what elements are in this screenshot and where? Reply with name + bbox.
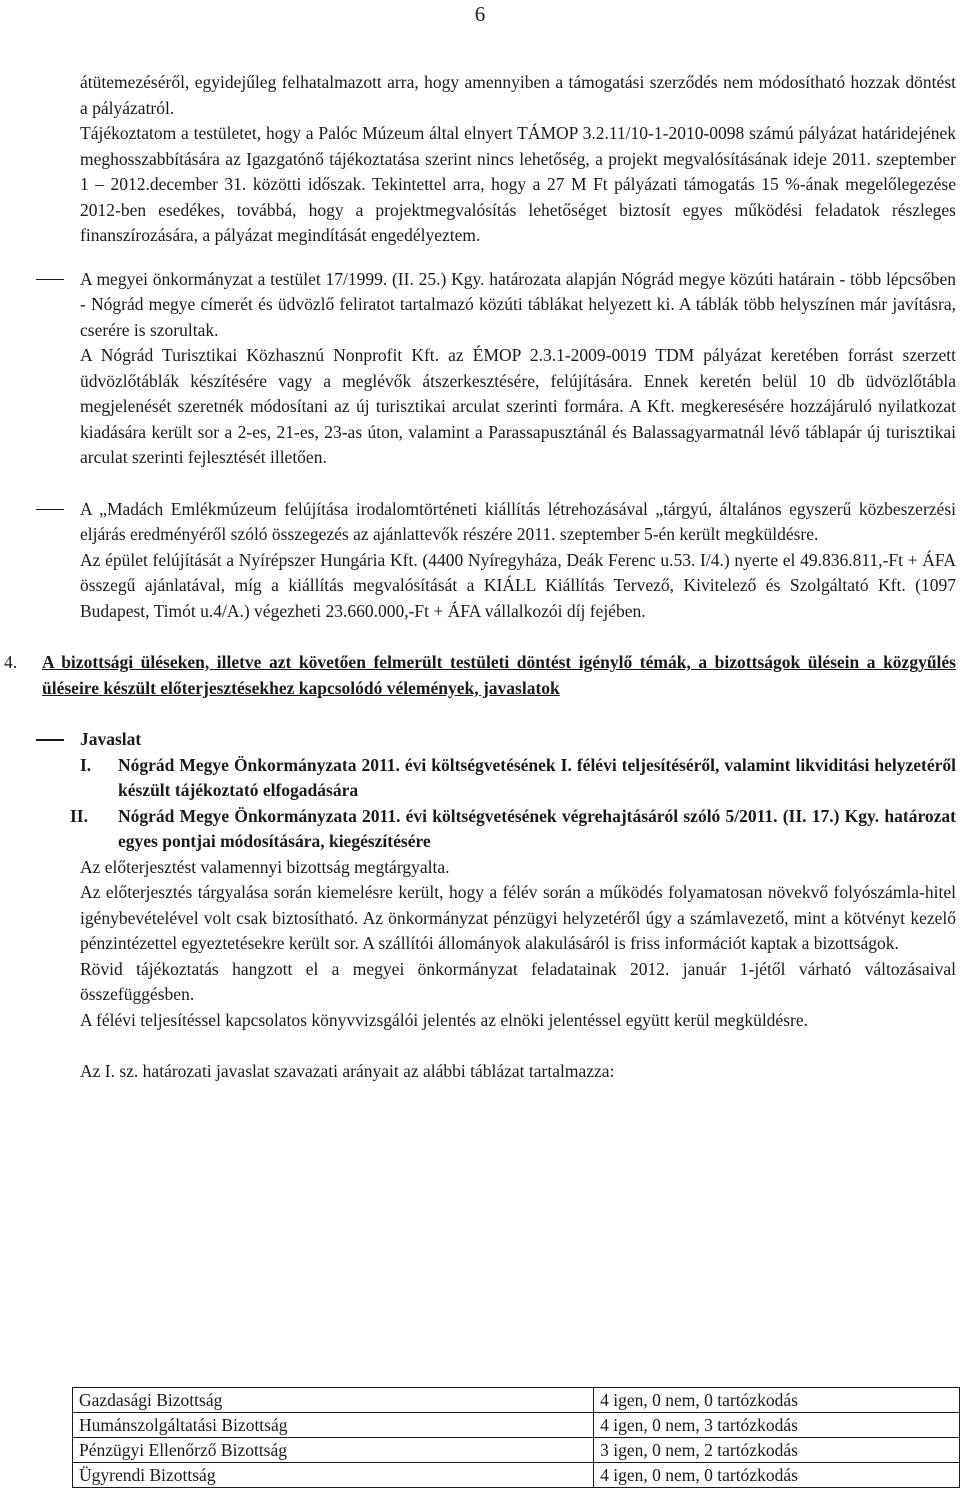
paragraph-procurement: A „Madách Emlékmúzeum felújítása irodalomtörténeti kiállítás létrehozásával „tárgyú, általános egyszerű közbeszerzési eljárás eredményéről szóló összegezés az ajánlattevők részére 2011. szeptember 5-én került megküldésre.: [80, 498, 956, 544]
roman-numeral: I.: [80, 754, 92, 775]
paragraph-emop: A Nógrád Turisztikai Közhasznú Nonprofit Kft. az ÉMOP 2.3.1-2009-0019 TDM pályázat keretében forrást szerzett üdvözlőtáblák készítésére vagy a meglévők átszerkesztésére, felújítására. Ennek keretén belül 10 db üdvözlőtábla megjelenését szeretnék módosítani az új turisztikai arculat szerinti formára. A Kft. megkeresésére hozzájáruló nyilatkozat kiadására került sor a 2-es, 21-es, 23-as úton, valamint a Parassapusztánál és Balassagyarmatnál lévő táblapár új turisztikai arculat szerinti fejlesztését illetően.: [80, 345, 956, 467]
table-row: [73, 1463, 960, 1488]
committee-name: Pénzügyi Ellenőrző Bizottság: [73, 1438, 594, 1463]
section-4-heading: [4, 650, 956, 701]
proposal-text: Nógrád Megye Önkormányzata 2011. évi költségvetésének I. félévi teljesítéséről, valamint likviditási helyzetéről készült tájékoztató elfogadására: [118, 754, 956, 800]
bullet-javaslat: [70, 727, 956, 1085]
dash-bullet-icon: [36, 727, 64, 741]
dash-bullet-icon: [36, 267, 64, 281]
proposal-item-i: [80, 753, 956, 804]
committee-name: Gazdasági Bizottság: [73, 1388, 594, 1413]
vote-result: 4 igen, 0 nem, 3 tartózkodás: [594, 1413, 960, 1438]
paragraph-road-signs: A megyei önkormányzat a testület 17/1999. (II. 25.) Kgy. határozata alapján Nógrád megye közúti határain - több lépcsőben - Nógrád megye címerét és üdvözlő feliratot tartalmazó közúti táblákat helyezett ki. A táblák több helyszínen már javításra, cserére is szorultak.: [80, 268, 956, 340]
proposal-item-ii: [70, 804, 956, 855]
table-row: [73, 1438, 960, 1463]
paragraph-audit: A félévi teljesítéssel kapcsolatos könyvvizsgálói jelentés az elnöki jelentéssel együtt kerül megküldésre.: [80, 1009, 808, 1030]
document-body: [4, 70, 956, 1085]
paragraph-briefing: Rövid tájékoztatás hangzott el a megyei önkormányzat feladatainak 2012. január 1-jétől várható változásaival összefüggésben.: [80, 958, 956, 1004]
table-row: [73, 1413, 960, 1438]
paragraph-tamop: Tájékoztatom a testületet, hogy a Palóc Múzeum által elnyert TÁMOP 3.2.11/10-1-2010-0098 számú pályázat határidejének meghosszabbítására az Igazgatónő tájékoztatása szerint nincs lehetőség, a projekt megvalósításának ideje 2011. szeptember 1 – 2012.december 31. közötti időszak. Tekintettel arra, hogy a 27 M Ft pályázati támogatás 15 %-ának megelőlegezése 2012-ben esedékes, továbbá, hogy a projektmegvalósítás lehetőséget biztosít egyes működési feladatok részleges finanszírozására, a pályázat megindítását engedélyeztem.: [80, 123, 956, 245]
section-number: 4.: [4, 652, 18, 672]
page-number: 6: [474, 2, 486, 26]
section-title: A bizottsági üléseken, illetve azt követően felmerült testületi döntést igénylő témák, a bizottságok ülésein a közgyűlés üléseire készült előterjesztésekhez kapcsolódó vélemények, javaslatok: [42, 652, 956, 698]
dash-bullet-icon: [36, 497, 64, 511]
vote-result: 3 igen, 0 nem, 2 tartózkodás: [594, 1438, 960, 1463]
bullet-road-signs: [80, 267, 956, 471]
paragraph-contractors: Az épület felújítását a Nyírépszer Hungária Kft. (4400 Nyíregyháza, Deák Ferenc u.53. I/4.) nyerte el 49.836.811,-Ft + ÁFA összegű ajánlatával, míg a kiállítás megvalósítását a KIÁLL Kiállítás Tervező, Kivitelező és Szolgáltató Kft. (1097 Budapest, Timót u.4/A.) végezheti 23.660.000,-Ft + ÁFA vállalkozói díj fejében.: [80, 549, 956, 621]
vote-result: 4 igen, 0 nem, 0 tartózkodás: [594, 1463, 960, 1488]
paragraph-discussion: Az előterjesztés tárgyalása során kiemelésre került, hogy a félév során a működés folyamatosan növekvő folyószámla-hitel igénybevételével volt csak biztosítható. Az önkormányzat pénzügyi helyzetéről úgy a számlavezető, mint a kötvényt kezelő pénzintézettel egyeztetésekre került sor. A szállítói állományok alakulásáról is friss információt kaptak a bizottságok.: [80, 882, 956, 953]
roman-numeral: II.: [70, 805, 88, 826]
paragraph-rescheduling: átütemezéséről, egyidejűleg felhatalmazott arra, hogy amennyiben a támogatási szerződés nem módosítható hozzak döntést a pályázatról.: [80, 72, 956, 118]
votes-table: [72, 1387, 960, 1488]
vote-result: 4 igen, 0 nem, 0 tartózkodás: [594, 1388, 960, 1413]
bullet-madach-museum: [80, 497, 956, 625]
paragraph-discussed: Az előterjesztést valamennyi bizottság megtárgyalta.: [80, 856, 450, 877]
committee-name: Humánszolgáltatási Bizottság: [73, 1413, 594, 1438]
committee-name: Ügyrendi Bizottság: [73, 1463, 594, 1488]
table-row: [73, 1388, 960, 1413]
paragraph-vote-intro: Az I. sz. határozati javaslat szavazati arányait az alábbi táblázat tartalmazza:: [80, 1061, 615, 1081]
javaslat-label: Javaslat: [80, 729, 142, 749]
proposal-text: Nógrád Megye Önkormányzata 2011. évi költségvetésének végrehajtásáról szóló 5/2011. (II. 17.) Kgy. határozat egyes pontjai módosítására, kiegészítésére: [118, 805, 956, 851]
